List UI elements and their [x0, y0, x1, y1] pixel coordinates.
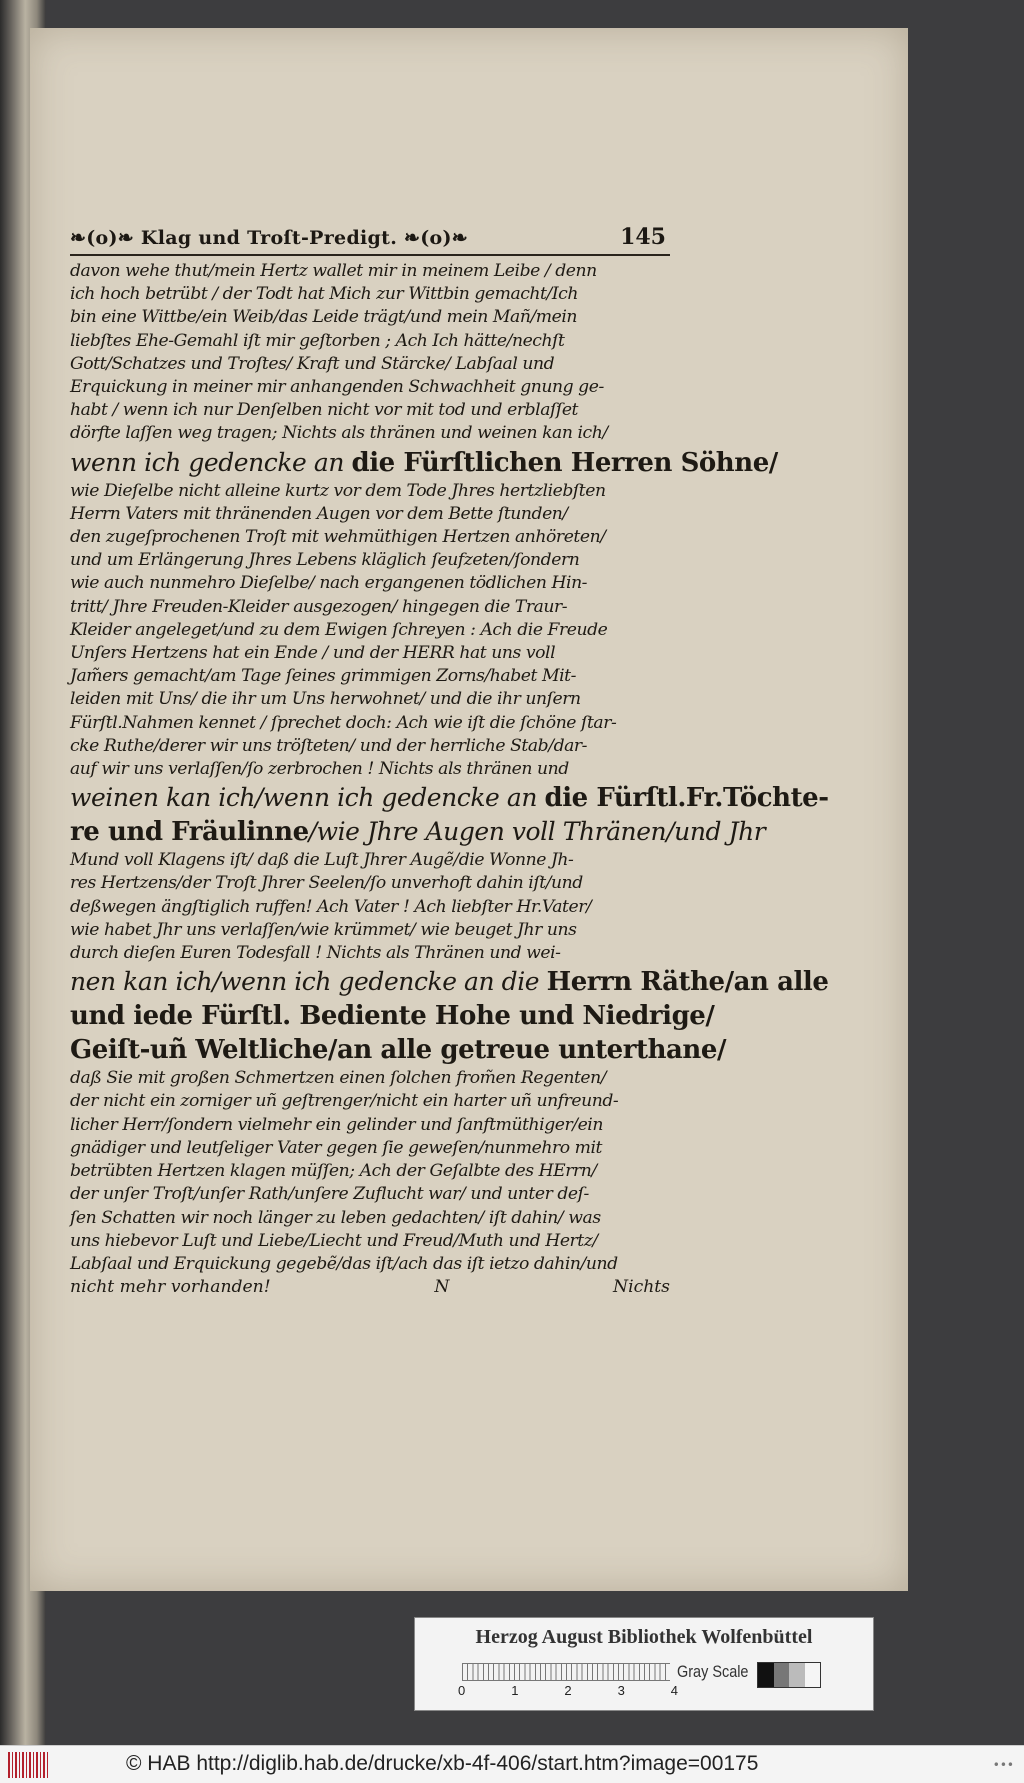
- ruler-labels: [458, 1683, 678, 1698]
- text-line: durch dieſen Euren Todesfall ! Nichts als Thränen und wei-: [70, 943, 561, 964]
- text-line: dörfte laſſen weg tragen; Nichts als thränen und weinen kan ich/: [70, 423, 608, 444]
- text-line: wie habet Jhr uns verlaſſen/wie krümmet/ wie beuget Jhr uns: [70, 919, 577, 940]
- running-title: ❧(o)❧ Klag und Troſt-Predigt. ❧(o)❧: [70, 227, 469, 249]
- text-line: der nicht ein zorniger uñ geſtrenger/nicht ein harter uñ unfreund-: [70, 1091, 619, 1112]
- emphasis-lead: nen kan ich/wenn ich gedencke an die: [70, 967, 540, 997]
- ruler-label: 3: [617, 1683, 625, 1698]
- text-line: tritt/ Jhre Freuden-Kleider ausgezogen/ hingegen die Traur-: [70, 596, 568, 617]
- text-line: Gott/Schatzes und Troſtes/ Kraft und Stärcke/ Labſaal und: [70, 353, 555, 374]
- gray-swatch: [789, 1663, 805, 1687]
- library-color-card: [414, 1617, 874, 1711]
- text-line: cke Ruthe/derer wir uns tröſteten/ und der herrliche Stab/dar-: [70, 735, 588, 756]
- text-line: daß Sie mit großen Schmertzen einen ſolchen from̃en Regenten/: [70, 1068, 607, 1089]
- text-line: Fürſtl.Nahmen kennet / ſprechet doch: Ach wie iſt die ſchöne ſtar-: [70, 712, 617, 733]
- text-line: uns hiebevor Luſt und Liebe/Liecht und Freud/Muth und Hertz/: [70, 1230, 598, 1251]
- text-line: leiden mit Uns/ die ihr um Uns herwohnet/ und die ihr unſern: [70, 689, 581, 710]
- library-name: Herzog August Bibliothek Wolfenbüttel: [475, 1626, 813, 1648]
- emphasis-line: [70, 1033, 727, 1067]
- gray-swatch: [774, 1663, 790, 1687]
- text-line: davon wehe thut/mein Hertz wallet mir in meinem Leibe / denn: [70, 261, 597, 281]
- more-options-icon[interactable]: •••: [992, 1758, 1014, 1772]
- emphasis-line: [70, 965, 829, 999]
- emphasis-lead: weinen kan ich/wenn ich gedencke an: [70, 783, 537, 813]
- text-line: ſen Schatten wir noch länger zu leben gedachten/ iſt dahin/ was: [70, 1207, 601, 1228]
- gray-swatch: [805, 1663, 821, 1687]
- body-text: [70, 260, 829, 1299]
- emphasis-heading: die Fürſtlichen Herren Söhne/: [351, 447, 778, 478]
- status-bar: [0, 1745, 1024, 1783]
- ruler-label: 2: [564, 1683, 572, 1698]
- gray-scale-label: Gray Scale: [677, 1662, 749, 1681]
- emphasis-line: [70, 815, 766, 849]
- running-head: [70, 224, 670, 256]
- text-line: Labſaal und Erquickung gegebẽ/das iſt/ach das iſt ietzo dahin/und: [70, 1253, 618, 1274]
- document-page: [30, 28, 908, 1591]
- text-line: gnädiger und leutſeliger Vater gegen ſie geweſen/nunmehro mit: [70, 1137, 602, 1158]
- signature-mark: N: [434, 1277, 450, 1298]
- text-line: Herrn Vaters mit thränenden Augen vor dem Bette ſtunden/: [70, 503, 568, 524]
- emphasis-heading: re und Fräulinne: [70, 817, 309, 848]
- gray-scale-swatches: [757, 1662, 821, 1688]
- emphasis-rest: /wie Jhre Augen voll Thränen/und Jhr: [308, 817, 766, 847]
- emphasis-heading: die Fürſtl.Fr.Töchte-: [544, 783, 829, 814]
- text-line: betrübten Hertzen klagen müſſen; Ach der Geſalbte des HErrn/: [70, 1161, 597, 1182]
- text-line: wie Dieſelbe nicht alleine kurtz vor dem Tode Jhres hertzliebſten: [70, 480, 606, 501]
- ruler-label: 0: [458, 1683, 466, 1698]
- text-line: licher Herr/ſondern vielmehr ein gelinder und ſanftmüthiger/ein: [70, 1114, 603, 1135]
- emphasis-heading: Geiſt-uñ Weltliche/an alle getreue unterthane/: [70, 1035, 727, 1066]
- text-line: deßwegen ängſtiglich ruffen! Ach Vater ! Ach liebſter Hr.Vater/: [70, 896, 592, 917]
- gray-swatch: [758, 1663, 774, 1687]
- text-line: habt / wenn ich nur Denſelben nicht vor mit tod und erblaſſet: [70, 400, 579, 421]
- text-line: der unſer Troſt/unſer Rath/unſere Zuflucht war/ und unter deſ-: [70, 1184, 589, 1205]
- text-line: Jam̃ers gemacht/am Tage ſeines grimmigen Zorns/habet Mit-: [70, 666, 576, 687]
- ruler-label: 4: [670, 1683, 678, 1698]
- emphasis-line: [70, 999, 715, 1033]
- text-line: wie auch nunmehro Dieſelbe/ nach ergangenen tödlichen Hin-: [70, 573, 588, 594]
- emphasis-line: [70, 446, 778, 480]
- catchword: Nichts: [613, 1277, 670, 1298]
- emphasis-heading: und iede Fürſtl. Bediente Hohe und Niedrige/: [70, 1001, 715, 1032]
- text-line: Kleider angeleget/und zu dem Ewigen ſchreyen : Ach die Freude: [70, 619, 608, 640]
- text-line: den zugeſprochenen Troſt mit wehmüthigen Hertzen anhöreten/: [70, 527, 606, 548]
- emphasis-lead: wenn ich gedencke an: [70, 447, 344, 477]
- scale-ruler: [458, 1663, 678, 1698]
- last-line-text: nicht mehr vorhanden!: [70, 1277, 271, 1298]
- ruler-label: 1: [511, 1683, 519, 1698]
- page-content: [70, 224, 829, 1299]
- citation-url[interactable]: © HAB http://diglib.hab.de/drucke/xb-4f-406/start.htm?image=00175: [126, 1752, 759, 1775]
- page-number: 145: [620, 224, 666, 250]
- text-line: ich hoch betrübt / der Todt hat Mich zur Wittbin gemacht/Ich: [70, 284, 578, 305]
- last-line: [70, 1276, 670, 1299]
- emphasis-line: [70, 781, 829, 815]
- ruler-ticks: [462, 1663, 670, 1681]
- text-line: und um Erlängerung Jhres Lebens kläglich ſeufzeten/ſondern: [70, 550, 580, 571]
- text-line: liebſtes Ehe-Gemahl iſt mir geſtorben ; Ach Ich hätte/nechſt: [70, 330, 565, 351]
- text-line: Mund voll Klagens iſt/ daß die Luſt Jhrer Augẽ/die Wonne Jh-: [70, 850, 574, 871]
- text-line: auf wir uns verlaſſen/ſo zerbrochen ! Nichts als thränen und: [70, 759, 569, 780]
- emphasis-heading: Herrn Räthe/an alle: [546, 967, 829, 998]
- text-line: res Hertzens/der Troſt Jhrer Seelen/ſo unverhoft dahin iſt/und: [70, 873, 583, 894]
- text-line: Unſers Hertzens hat ein Ende / und der HERR hat uns voll: [70, 643, 556, 664]
- text-line: bin eine Wittbe/ein Weib/das Leide trägt/und mein Mañ/mein: [70, 307, 578, 328]
- barcode-icon[interactable]: [8, 1752, 48, 1778]
- text-line: Erquickung in meiner mir anhangenden Schwachheit gnung ge-: [70, 377, 604, 398]
